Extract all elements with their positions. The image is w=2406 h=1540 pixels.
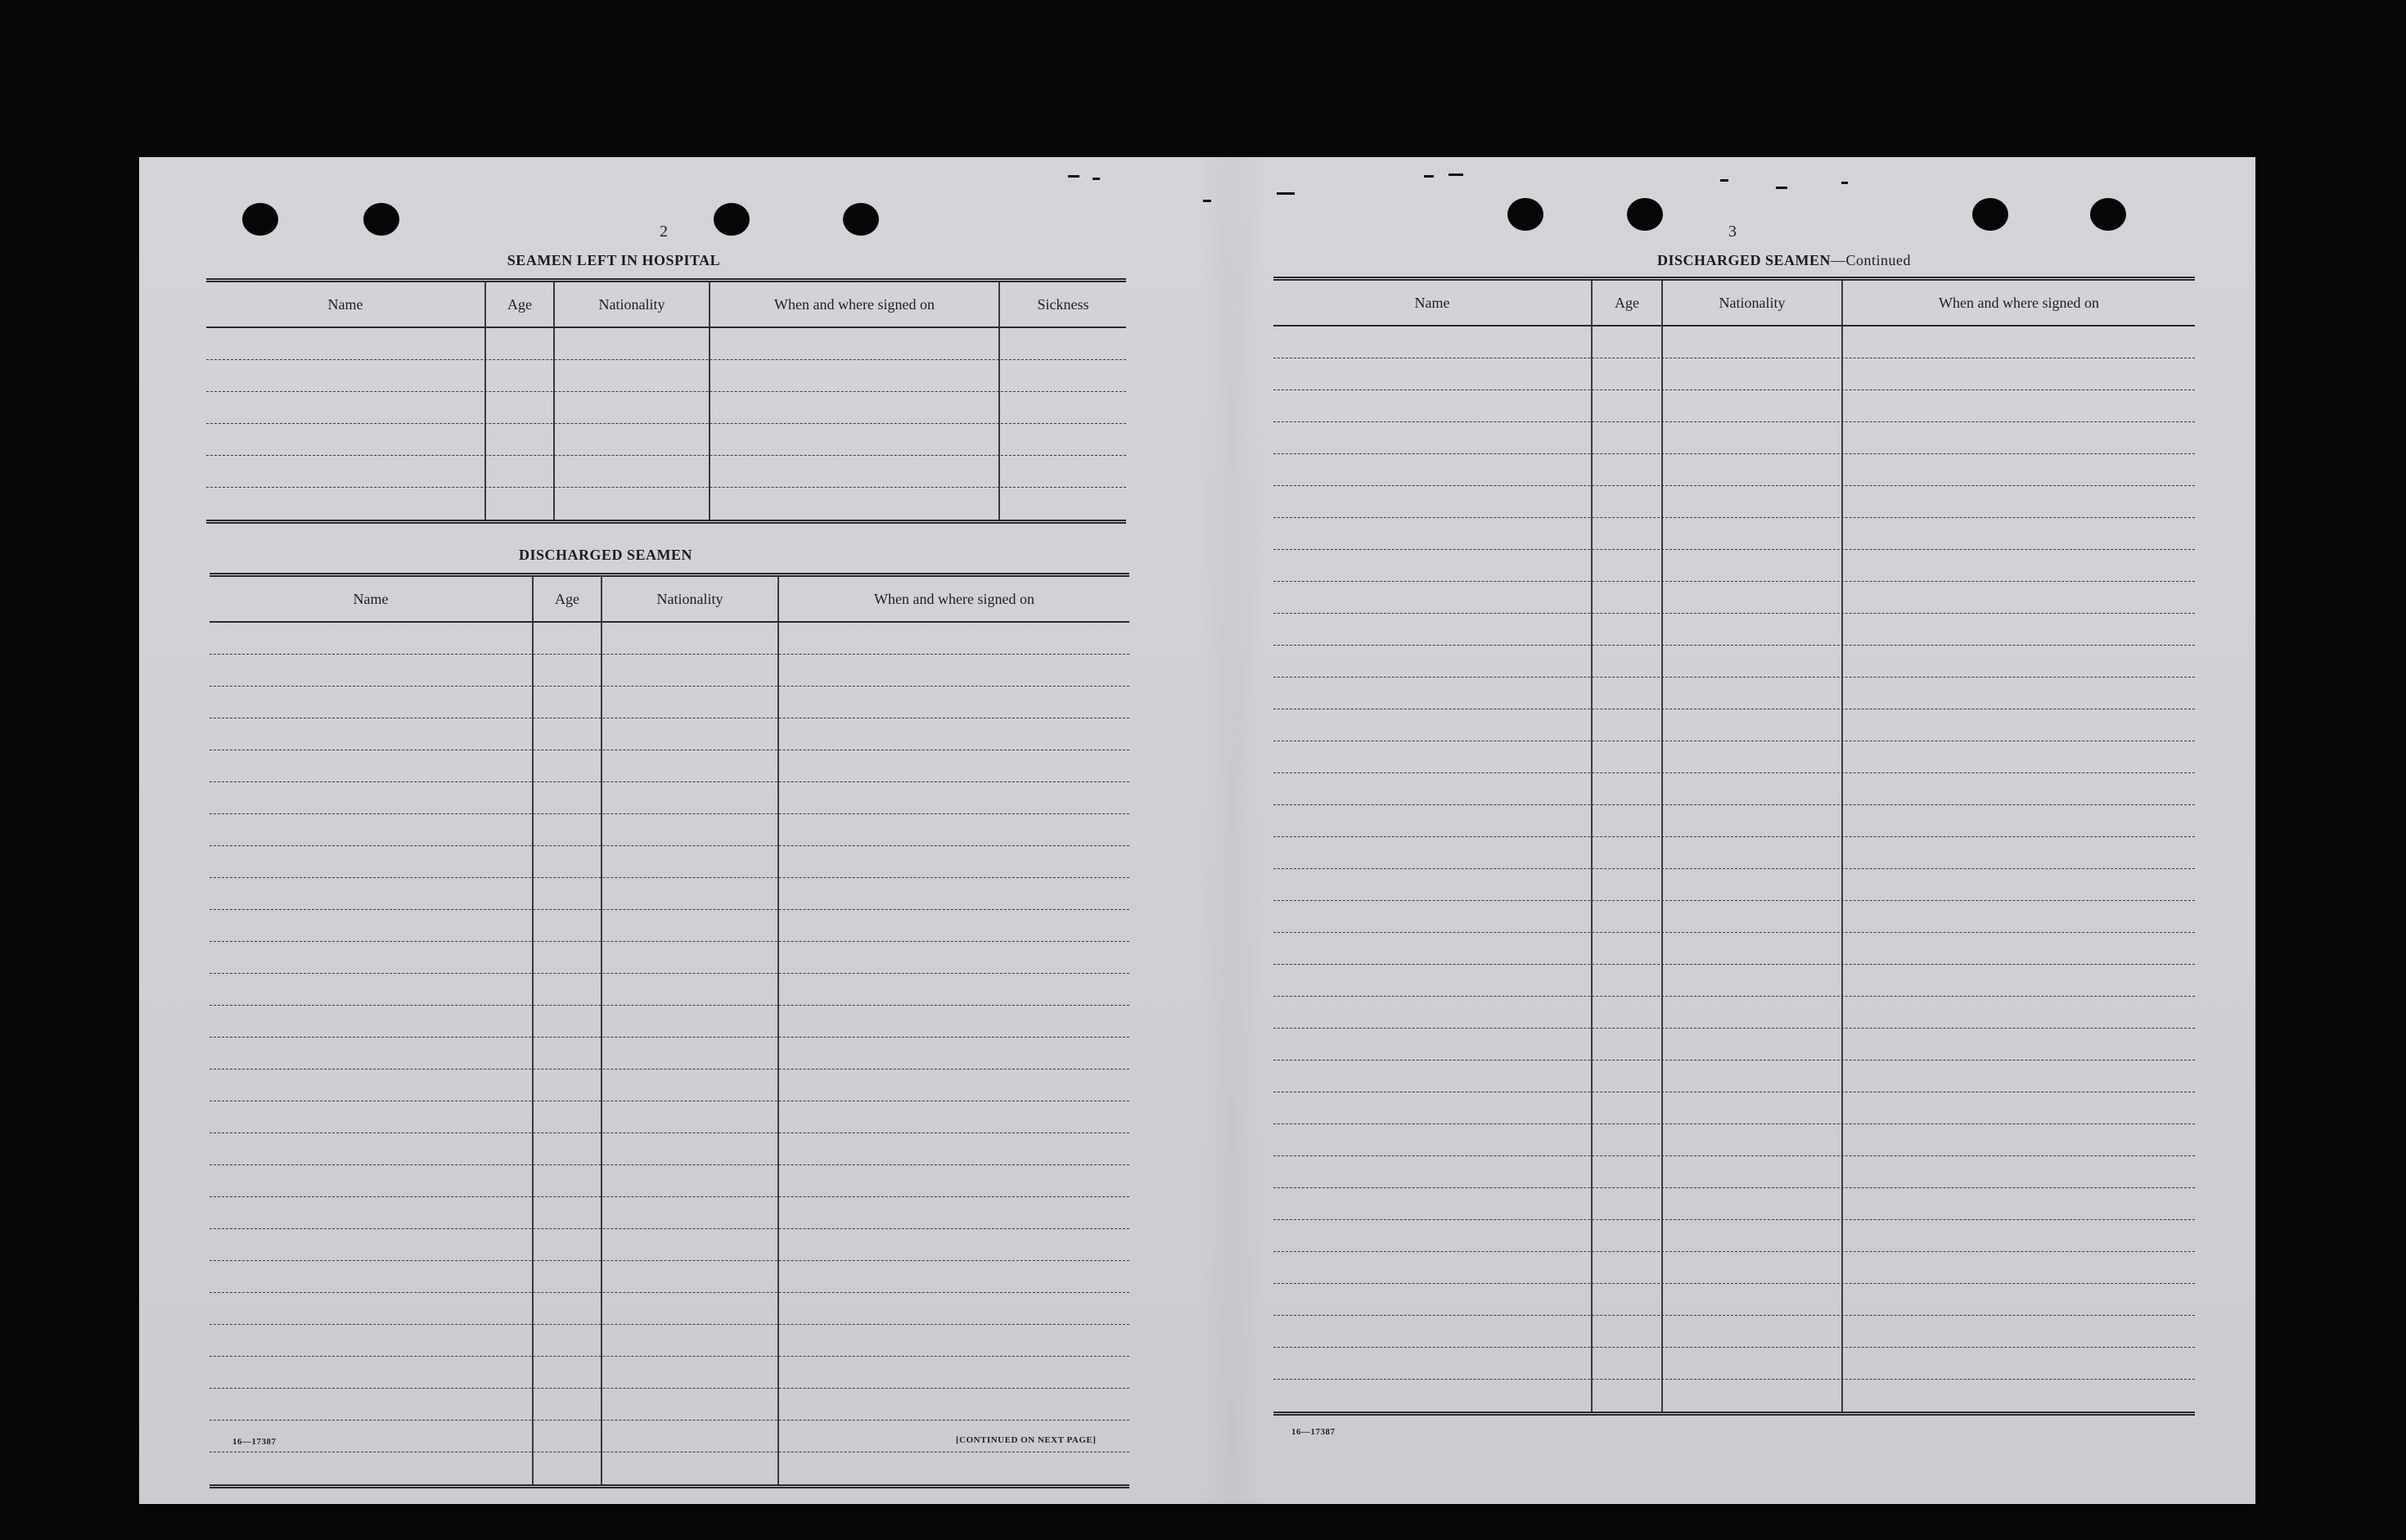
discharged-table-header — [210, 577, 1129, 623]
table-row[interactable] — [1273, 1092, 2195, 1124]
punch-hole — [714, 203, 750, 236]
scan-speck — [1449, 173, 1463, 176]
right-form-number: 16—17387 — [1291, 1427, 1336, 1437]
discharged-section-title: DISCHARGED SEAMEN — [518, 547, 693, 563]
table-row[interactable] — [1273, 1156, 2195, 1188]
table-row[interactable] — [1273, 997, 2195, 1029]
column-header-signed-on: When and where signed on — [777, 577, 1129, 621]
scan-speck — [1068, 175, 1079, 178]
table-row[interactable] — [210, 1229, 1129, 1261]
discharged-continued-table-header — [1273, 281, 2195, 326]
punch-hole — [1507, 198, 1543, 231]
column-header-signed-on: When and where signed on — [1841, 281, 2195, 325]
scan-speck — [1203, 200, 1211, 202]
table-row[interactable] — [1273, 1316, 2195, 1348]
table-row[interactable] — [1273, 582, 2195, 614]
table-row[interactable] — [1273, 646, 2195, 678]
column-divider — [601, 623, 602, 1484]
column-header-signed-on: When and where signed on — [709, 282, 998, 326]
column-header-nationality: Nationality — [553, 282, 709, 326]
scan-speck — [1093, 178, 1100, 180]
table-row[interactable] — [1273, 1284, 2195, 1316]
table-row[interactable] — [1273, 709, 2195, 741]
table-row[interactable] — [1273, 678, 2195, 709]
column-header-name: Name — [1414, 294, 1450, 311]
column-header-name: Name — [327, 295, 363, 313]
column-header-nationality: Nationality — [1661, 281, 1841, 325]
table-row[interactable] — [1273, 1380, 2195, 1412]
table-row[interactable] — [210, 655, 1129, 687]
table-row[interactable] — [210, 623, 1129, 655]
table-row[interactable] — [210, 1133, 1129, 1165]
discharged-table — [210, 573, 1129, 1488]
table-row[interactable] — [1273, 1348, 2195, 1380]
discharged-continued-table-body — [1273, 326, 2195, 1412]
column-header-nationality: Nationality — [601, 577, 777, 621]
table-row[interactable] — [1273, 454, 2195, 486]
discharged-continued-title — [1555, 252, 2013, 269]
hospital-table-header — [206, 282, 1126, 328]
table-row[interactable] — [1273, 773, 2195, 805]
table-row[interactable] — [210, 942, 1129, 974]
left-page-number: 2 — [660, 223, 669, 241]
column-divider — [1591, 326, 1593, 1412]
table-row[interactable] — [1273, 1124, 2195, 1156]
table-row[interactable] — [1273, 869, 2195, 901]
discharged-table-body — [210, 623, 1129, 1484]
table-row[interactable] — [1273, 1252, 2195, 1284]
hospital-table — [206, 278, 1126, 524]
column-header-age: Age — [532, 577, 601, 621]
table-row[interactable] — [210, 1069, 1129, 1101]
table-row[interactable] — [210, 1357, 1129, 1389]
left-form-number: 16—17387 — [232, 1437, 277, 1447]
scan-speck — [1277, 192, 1295, 195]
table-row[interactable] — [1273, 1188, 2195, 1220]
punch-hole — [1627, 198, 1663, 231]
table-row[interactable] — [210, 1165, 1129, 1197]
table-row[interactable] — [210, 814, 1129, 846]
column-divider — [1841, 326, 1843, 1412]
table-row[interactable] — [1273, 741, 2195, 773]
table-row[interactable] — [210, 782, 1129, 814]
column-header-sickness: Sickness — [998, 282, 1126, 326]
table-row[interactable] — [1273, 390, 2195, 422]
column-divider — [709, 328, 710, 520]
table-row[interactable] — [1273, 614, 2195, 646]
hospital-section-title: SEAMEN LEFT IN HOSPITAL — [507, 252, 721, 268]
table-row[interactable] — [210, 687, 1129, 718]
table-row[interactable] — [210, 1261, 1129, 1293]
column-header-age: Age — [1591, 281, 1661, 325]
scan-speck — [1720, 179, 1728, 182]
continued-note: [CONTINUED ON NEXT PAGE] — [956, 1435, 1097, 1445]
column-divider — [553, 328, 555, 520]
column-divider — [1661, 326, 1663, 1412]
column-header-name: Name — [353, 590, 389, 607]
table-row[interactable] — [210, 878, 1129, 910]
hospital-table-body — [206, 328, 1126, 520]
discharged-continued-title-main: DISCHARGED SEAMEN — [1656, 252, 1832, 268]
table-row[interactable] — [1273, 1029, 2195, 1060]
scan-speck — [1841, 182, 1848, 184]
table-row[interactable] — [1273, 486, 2195, 518]
punch-hole — [843, 203, 879, 236]
document-sheet — [139, 157, 2255, 1504]
punch-hole — [2090, 198, 2126, 231]
table-row[interactable] — [1273, 1060, 2195, 1092]
table-row[interactable] — [1273, 837, 2195, 869]
table-row[interactable] — [210, 1197, 1129, 1229]
punch-hole — [242, 203, 278, 236]
table-row[interactable] — [1273, 550, 2195, 582]
table-row[interactable] — [1273, 1220, 2195, 1252]
column-divider — [777, 623, 779, 1484]
table-row[interactable] — [210, 846, 1129, 878]
table-row[interactable] — [206, 360, 1126, 392]
table-row[interactable] — [1273, 326, 2195, 358]
scan-speck — [1424, 175, 1434, 178]
table-row[interactable] — [1273, 965, 2195, 997]
punch-hole — [363, 203, 399, 236]
table-row[interactable] — [210, 1389, 1129, 1421]
right-page-number: 3 — [1728, 223, 1737, 241]
table-row[interactable] — [210, 1452, 1129, 1484]
column-header-age: Age — [484, 282, 553, 326]
table-row[interactable] — [206, 328, 1126, 360]
discharged-continued-table — [1273, 277, 2195, 1416]
table-row[interactable] — [1273, 901, 2195, 933]
table-row[interactable] — [1273, 358, 2195, 390]
column-divider — [998, 328, 1000, 520]
scan-speck — [1776, 187, 1787, 189]
table-row[interactable] — [210, 974, 1129, 1006]
table-row[interactable] — [1273, 422, 2195, 454]
table-row[interactable] — [1273, 933, 2195, 965]
table-row[interactable] — [206, 488, 1126, 520]
table-row[interactable] — [1273, 805, 2195, 837]
column-divider — [532, 623, 534, 1484]
table-row[interactable] — [210, 718, 1129, 750]
table-row[interactable] — [206, 424, 1126, 456]
table-row[interactable] — [210, 910, 1129, 942]
table-row[interactable] — [1273, 518, 2195, 550]
column-divider — [484, 328, 486, 520]
table-row[interactable] — [210, 750, 1129, 782]
table-row[interactable] — [206, 456, 1126, 488]
table-row[interactable] — [210, 1325, 1129, 1357]
table-row[interactable] — [206, 392, 1126, 424]
punch-hole — [1972, 198, 2008, 231]
table-row[interactable] — [210, 1293, 1129, 1325]
table-row[interactable] — [210, 1038, 1129, 1069]
page-fold — [1199, 157, 1264, 1504]
discharged-continued-title-suffix: —Continued — [1831, 252, 1912, 268]
table-row[interactable] — [210, 1006, 1129, 1038]
table-row[interactable] — [210, 1101, 1129, 1133]
